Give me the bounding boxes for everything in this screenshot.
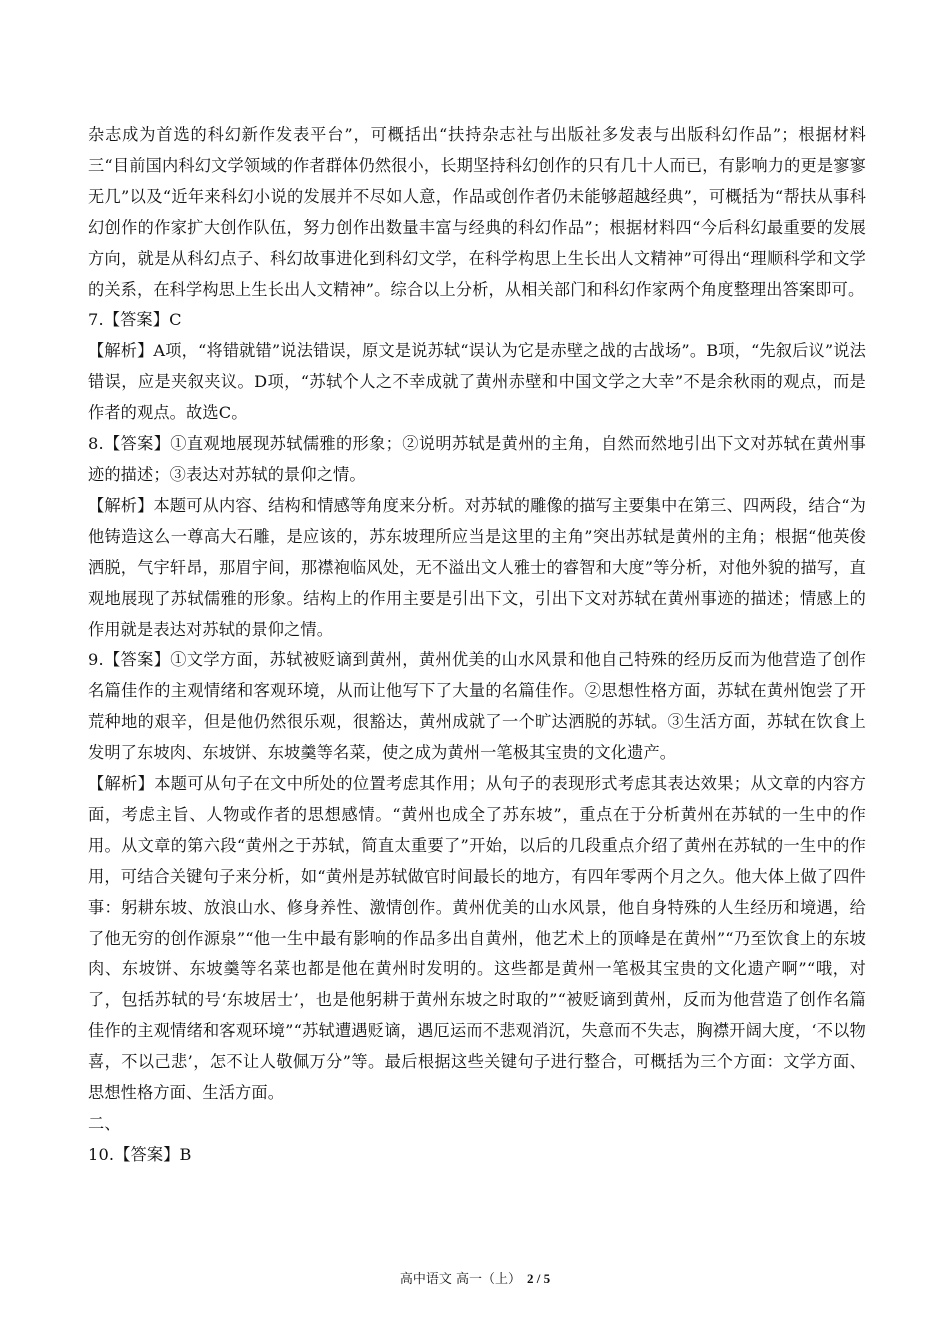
footer-course-label: 高中语文 高一（上） bbox=[399, 1272, 521, 1287]
answer-q7: 7.【答案】C bbox=[88, 310, 182, 330]
page-footer bbox=[0, 1270, 950, 1289]
answer-text-body bbox=[88, 120, 866, 1171]
answer-q8: 8.【答案】①直观地展现苏轼儒雅的形象；②说明苏轼是黄州的主角，自然而然地引出下文对苏轼在黄州事迹的描述；③表达对苏轼的景仰之情。 bbox=[88, 434, 866, 484]
answer-q10: 10.【答案】B bbox=[88, 1144, 192, 1164]
analysis-q7: 【解析】A项，“将错就错”说法错误，原文是说苏轼“误认为它是赤壁之战的古战场”。B项，“先叙后议”说法错误，应是夹叙夹议。D项，“苏轼个人之不幸成就了黄州赤壁和中国文学之大幸”不是余秋雨的观点，而是作者的观点。故选C。 bbox=[88, 341, 866, 423]
answer-q9: 9.【答案】①文学方面，苏轼被贬谪到黄州，黄州优美的山水风景和他自己特殊的经历反而为他营造了创作名篇佳作的主观情绪和客观环境，从而让他写下了大量的名篇佳作。②思想性格方面，苏轼在黄州饱尝了开荒种地的艰辛，但是他仍然很乐观，很豁达，黄州成就了一个旷达洒脱的苏轼。③生活方面，苏轼在饮食上发明了东坡肉、东坡饼、东坡羹等名菜，使之成为黄州一笔极其宝贵的文化遗产。 bbox=[88, 650, 866, 763]
page-number: 2 / 5 bbox=[527, 1271, 551, 1286]
analysis-q8: 【解析】本题可从内容、结构和情感等角度来分析。对苏轼的雕像的描写主要集中在第三、四两段，结合“为他铸造这么一尊高大石雕，是应该的，苏东坡理所应当是这里的主角”突出苏轼是黄州的主角；根据“他英俊洒脱，气宇轩昂，那眉宇间，那襟袍临风处，无不溢出文人雅士的睿智和大度”等分析，对他外貌的描写，直观地展现了苏轼儒雅的形象。结构上的作用主要是引出下文，引出下文对苏轼在黄州事迹的描述；情感上的作用就是表达对苏轼的景仰之情。 bbox=[88, 495, 866, 639]
analysis-q9: 【解析】本题可从句子在文中所处的位置考虑其作用；从句子的表现形式考虑其表达效果；从文章的内容方面，考虑主旨、人物或作者的思想感情。“黄州也成全了苏东坡”，重点在于分析黄州在苏轼的一生中的作用。从文章的第六段“黄州之于苏轼，简直太重要了”开始，以后的几段重点介绍了黄州在苏轼的一生中的作用，可结合关键句子来分析，如“黄州是苏轼做官时间最长的地方，有四年零两个月之久。他大体上做了四件事：躬耕东坡、放浪山水、修身养性、激情创作。黄州优美的山水风景，他自身特殊的人生经历和境遇，给了他无穷的创作源泉”“他一生中最有影响的作品多出自黄州，他艺术上的顶峰是在黄州”“乃至饮食上的东坡肉、东坡饼、东坡羹等名菜也都是他在黄州时发明的。这些都是黄州一笔极其宝贵的文化遗产啊”“哦，对了，包括苏轼的号‘东坡居士’，也是他躬耕于黄州东坡之时取的”“被贬谪到黄州，反而为他营造了创作名篇佳作的主观情绪和客观环境”“苏轼遭遇贬谪，遇厄运而不悲观消沉，失意而不失志，胸襟开阔大度，‘不以物喜，不以己悲’，怎不让人敬佩万分”等。最后根据这些关键句子进行整合，可概括为三个方面：文学方面、思想性格方面、生活方面。 bbox=[88, 774, 866, 1103]
section-heading-two: 二、 bbox=[88, 1114, 121, 1133]
paragraph-material-summary: 杂志成为首选的科幻新作发表平台”，可概括出“扶持杂志社与出版社多发表与出版科幻作品”；根据材料三“目前国内科幻文学领域的作者群体仍然很小，长期坚持科幻创作的只有几十人而已，有影响力的更是寥寥无几”以及“近年来科幻小说的发展并不尽如人意，作品或创作者仍未能够超越经典”，可概括为“帮扶从事科幻创作的作家扩大创作队伍，努力创作出数量丰富与经典的科幻作品”；根据材料四“今后科幻最重要的发展方向，就是从科幻点子、科幻故事进化到科幻文学，在科学构思上生长出人文精神”可得出“理顺科学和文学的关系，在科学构思上生长出人文精神”。综合以上分析，从相关部门和科幻作家两个角度整理出答案即可。 bbox=[88, 125, 866, 299]
